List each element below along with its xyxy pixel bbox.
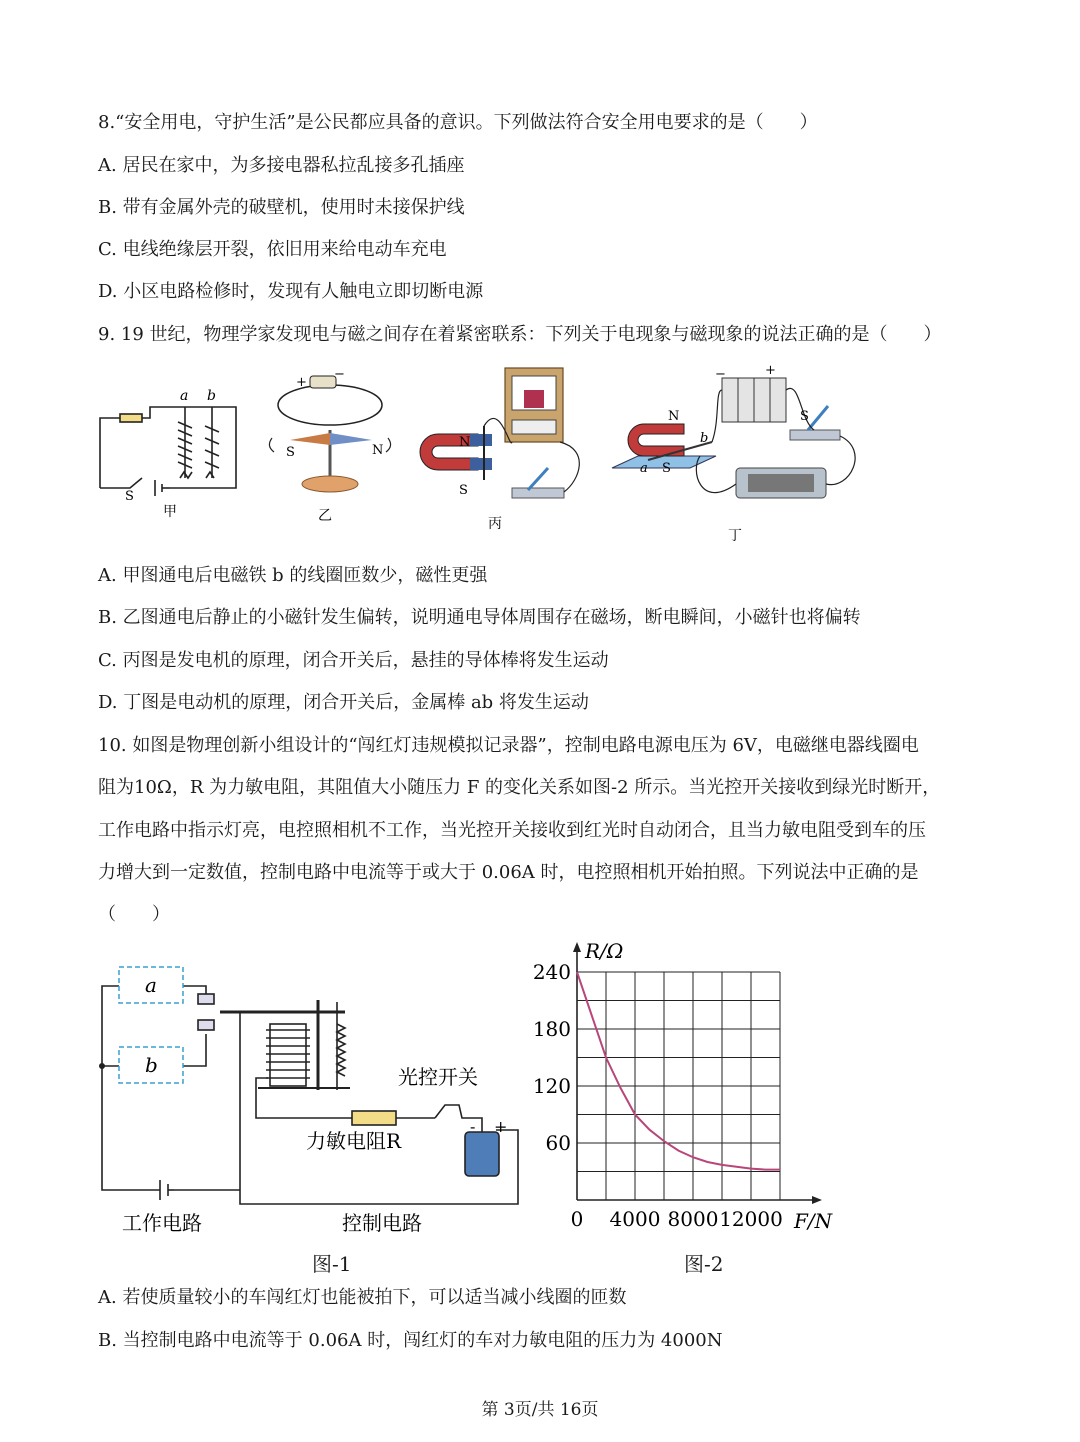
label-s-bing: S	[459, 483, 468, 498]
y-tick-label: 120	[532, 1074, 571, 1098]
caption-ding: 丁	[728, 528, 742, 544]
label-plus-ding: +	[765, 363, 776, 378]
figure-2-chart	[520, 935, 833, 1235]
y-tick-label: 180	[532, 1017, 571, 1041]
caption-bing: 丙	[488, 516, 502, 532]
q10-stem-line-4: 力增大到一定数值，控制电路中电流等于或大于 0.06A 时，电控照相机开始拍照。下列说法中正确的是	[98, 862, 919, 883]
q10-stem-line-5: （ ）	[98, 904, 170, 925]
q9-figures	[0, 360, 1080, 560]
q10-stem-line-1: 10. 如图是物理创新小组设计的“闯红灯违规模拟记录器”，控制电路电源电压为 6V，电磁继电器线圈电	[98, 735, 919, 756]
label-a-jia: a	[180, 388, 189, 404]
fig1-label-b: b	[145, 1053, 158, 1077]
y-axis-arrow	[573, 942, 581, 952]
label-s-ding: S	[662, 461, 671, 476]
q9-option-a: A. 甲图通电后电磁铁 b 的线圈匝数少，磁性更强	[98, 565, 488, 586]
x-tick-label: 12000	[719, 1207, 783, 1231]
fig1-label-a: a	[145, 973, 157, 997]
fig1-plus-label: +	[494, 1117, 508, 1136]
label-minus-yi: −	[334, 367, 345, 382]
q10-option-b: B. 当控制电路中电流等于 0.06A 时，闯红灯的车对力敏电阻的压力为 4000N	[98, 1330, 723, 1351]
x-tick-label: 8000	[667, 1207, 719, 1231]
figure-yi	[269, 376, 390, 492]
q10-stem-line-2: 阻为10Ω，R 为力敏电阻，其阻值大小随压力 F 的变化关系如图-2 所示。当光控开关接收到绿光时断开，	[98, 777, 941, 798]
y-tick-label: 60	[545, 1131, 571, 1155]
figure-1-circuit	[90, 940, 520, 1240]
q10-option-a: A. 若使质量较小的车闯红灯也能被拍下，可以适当减小线圈的匝数	[98, 1287, 627, 1308]
q8-option-c: C. 电线绝缘层开裂，依旧用来给电动车充电	[98, 239, 447, 260]
q8-option-d: D. 小区电路检修时，发现有人触电立即切断电源	[98, 281, 484, 302]
q9-option-c: C. 丙图是发电机的原理，闭合开关后，悬挂的导体棒将发生运动	[98, 650, 609, 671]
q8-stem: 8.“安全用电，守护生活”是公民都应具备的意识。下列做法符合安全用电要求的是（ ）	[98, 112, 818, 133]
label-n-yi: N	[372, 443, 384, 458]
label-s-yi: S	[286, 445, 295, 460]
figure-jia	[100, 407, 236, 496]
label-a-ding: a	[640, 461, 648, 476]
x-axis-arrow	[812, 1196, 822, 1204]
y-axis-label: R/Ω	[585, 939, 624, 963]
q9-option-d: D. 丁图是电动机的原理，闭合开关后，金属棒 ab 将发生运动	[98, 692, 589, 713]
fig1-work-circuit-label: 工作电路	[122, 1211, 202, 1235]
fig1-control-circuit-label: 控制电路	[342, 1211, 422, 1235]
label-plus-yi: +	[296, 375, 307, 390]
label-b-jia: b	[207, 388, 216, 404]
caption-jia: 甲	[163, 504, 177, 520]
x-axis-label: F/N	[794, 1209, 833, 1233]
label-n-ding: N	[668, 409, 680, 424]
label-s-jia: S	[125, 489, 134, 504]
x-tick-label: 4000	[609, 1207, 661, 1231]
q10-stem-line-3: 工作电路中指示灯亮，电控照相机不工作，当光控开关接收到红光时自动闭合，且当力敏电阻受到车的压	[98, 820, 926, 841]
fig1-light-switch-label: 光控开关	[398, 1065, 478, 1089]
y-tick-label: 240	[532, 960, 571, 984]
label-b-ding: b	[700, 431, 709, 446]
figure-bing	[420, 368, 579, 498]
fig1-minus-label: -	[470, 1117, 476, 1136]
figure-ding	[612, 378, 855, 498]
label-s-ding-switch: S	[800, 409, 809, 424]
q8-option-a: A. 居民在家中，为多接电器私拉乱接多孔插座	[98, 155, 465, 176]
caption-yi: 乙	[318, 508, 332, 524]
q9-stem: 9. 19 世纪，物理学家发现电与磁之间存在着紧密联系：下列关于电现象与磁现象的说法正确的是（ ）	[98, 324, 942, 345]
q8-option-b: B. 带有金属外壳的破壁机，使用时未接保护线	[98, 197, 465, 218]
figure-1-caption: 图-1	[312, 1252, 352, 1276]
series-line	[577, 972, 780, 1170]
x-tick-label: 0	[570, 1207, 584, 1231]
label-minus-ding: −	[715, 367, 726, 382]
q9-option-b: B. 乙图通电后静止的小磁针发生偏转，说明通电导体周围存在磁场，断电瞬间，小磁针也将偏转	[98, 607, 861, 628]
fig1-resistor-label: 力敏电阻R	[306, 1129, 402, 1153]
figure-2-caption: 图-2	[684, 1252, 724, 1276]
label-n-bing: N	[459, 435, 471, 450]
page-footer: 第 3页/共 16页	[481, 1400, 599, 1420]
